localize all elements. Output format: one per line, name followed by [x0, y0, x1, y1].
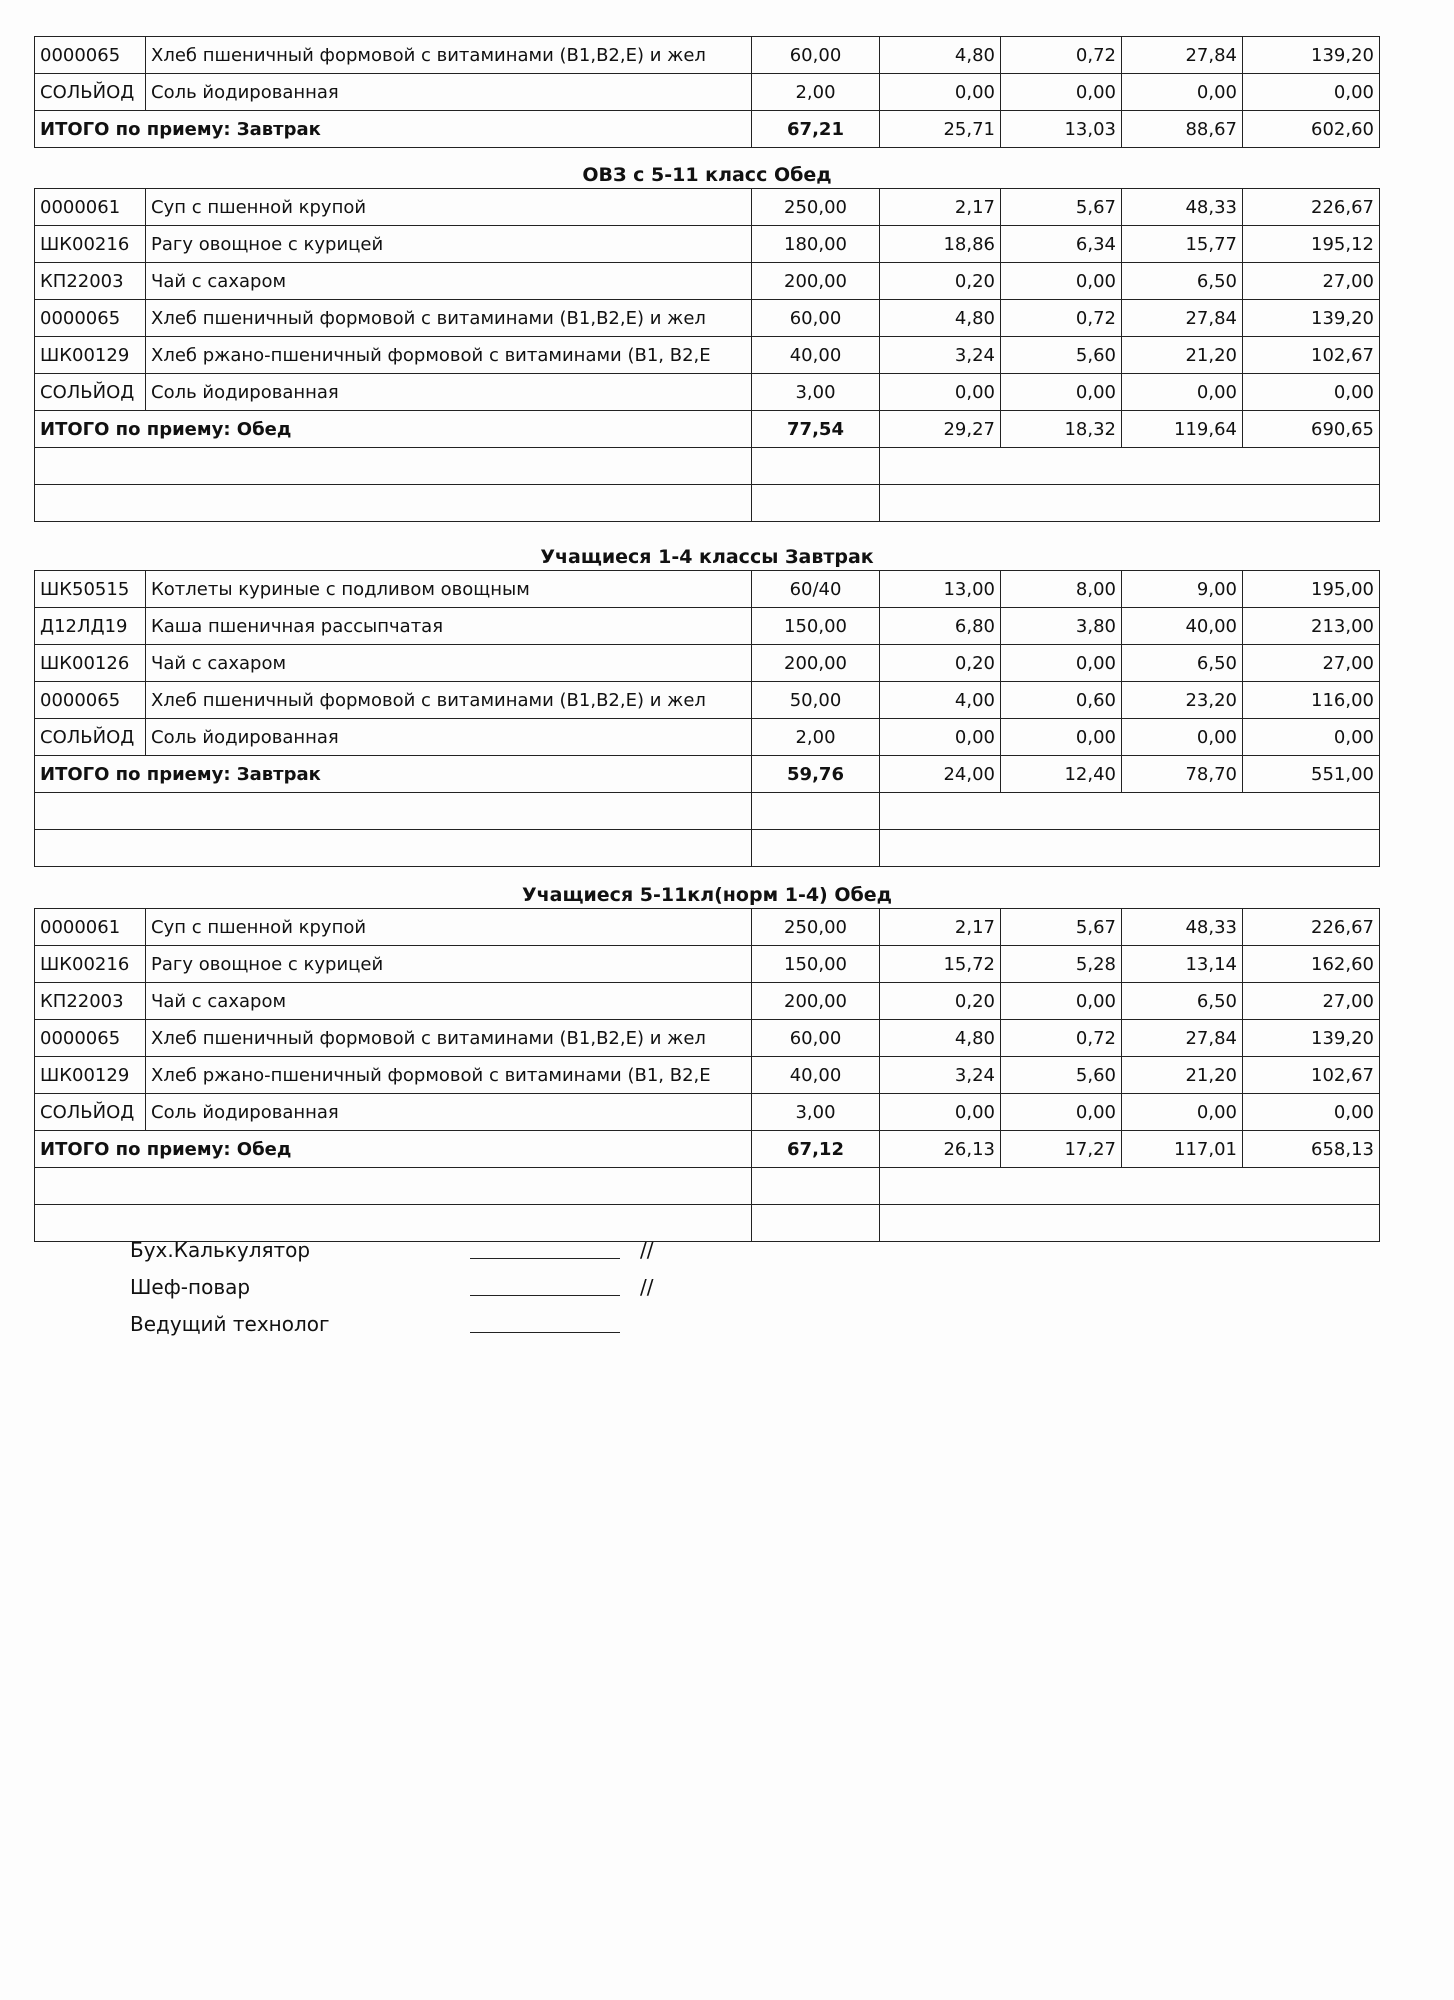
empty-row [35, 1168, 1380, 1205]
dish-value: 0,00 [1001, 374, 1122, 411]
dish-weight: 150,00 [752, 608, 880, 645]
dish-value: 4,80 [880, 300, 1001, 337]
dish-name: Хлеб ржано-пшеничный формовой с витаминами (В1, В2,Е [146, 1057, 752, 1094]
dish-code: ШК00216 [35, 946, 146, 983]
dish-value: 162,60 [1243, 946, 1380, 983]
dish-name: Соль йодированная [146, 374, 752, 411]
dish-value: 0,20 [880, 645, 1001, 682]
dish-value: 23,20 [1122, 682, 1243, 719]
dish-code: ШК00216 [35, 226, 146, 263]
dish-code: СОЛЬЙОД [35, 719, 146, 756]
dish-value: 2,17 [880, 189, 1001, 226]
dish-value: 6,34 [1001, 226, 1122, 263]
dish-value: 9,00 [1122, 571, 1243, 608]
dish-value: 116,00 [1243, 682, 1380, 719]
empty-cell [35, 1168, 752, 1205]
total-label: ИТОГО по приему: Завтрак [35, 756, 752, 793]
dish-value: 5,28 [1001, 946, 1122, 983]
signature-blank [470, 1295, 620, 1296]
total-value: 13,03 [1001, 111, 1122, 148]
table-row [35, 37, 1380, 74]
dish-code: ШК50515 [35, 571, 146, 608]
dish-code: 0000061 [35, 189, 146, 226]
dish-value: 18,86 [880, 226, 1001, 263]
empty-cell [880, 830, 1380, 867]
dish-value: 5,67 [1001, 189, 1122, 226]
total-value: 78,70 [1122, 756, 1243, 793]
table-row [35, 1057, 1380, 1094]
total-value: 29,27 [880, 411, 1001, 448]
dish-code: Д12ЛД19 [35, 608, 146, 645]
menu-table [34, 36, 1380, 148]
dish-weight: 200,00 [752, 263, 880, 300]
dish-code: ШК00126 [35, 645, 146, 682]
dish-weight: 60/40 [752, 571, 880, 608]
dish-value: 21,20 [1122, 1057, 1243, 1094]
dish-weight: 150,00 [752, 946, 880, 983]
total-value: 658,13 [1243, 1131, 1380, 1168]
total-weight: 59,76 [752, 756, 880, 793]
table-row [35, 226, 1380, 263]
dish-code: 0000065 [35, 300, 146, 337]
empty-cell [35, 830, 752, 867]
dish-value: 48,33 [1122, 189, 1243, 226]
empty-cell [35, 485, 752, 522]
dish-value: 3,80 [1001, 608, 1122, 645]
dish-value: 6,50 [1122, 645, 1243, 682]
dish-code: 0000065 [35, 1020, 146, 1057]
dish-weight: 60,00 [752, 1020, 880, 1057]
table-row [35, 946, 1380, 983]
empty-row [35, 485, 1380, 522]
signature-mark: // [640, 1238, 654, 1262]
signature-role: Бух.Калькулятор [130, 1238, 311, 1262]
table-row [35, 571, 1380, 608]
dish-weight: 2,00 [752, 74, 880, 111]
total-row [35, 756, 1380, 793]
empty-cell [880, 1168, 1380, 1205]
dish-value: 0,00 [1122, 719, 1243, 756]
dish-name: Суп с пшенной крупой [146, 189, 752, 226]
dish-name: Чай с сахаром [146, 983, 752, 1020]
dish-name: Чай с сахаром [146, 645, 752, 682]
dish-code: 0000065 [35, 682, 146, 719]
dish-value: 4,00 [880, 682, 1001, 719]
dish-name: Соль йодированная [146, 719, 752, 756]
dish-name: Хлеб пшеничный формовой с витаминами (В1,В2,Е) и жел [146, 682, 752, 719]
dish-value: 5,67 [1001, 909, 1122, 946]
total-value: 12,40 [1001, 756, 1122, 793]
dish-value: 3,24 [880, 1057, 1001, 1094]
total-value: 551,00 [1243, 756, 1380, 793]
dish-value: 15,72 [880, 946, 1001, 983]
dish-value: 0,00 [1243, 1094, 1380, 1131]
total-row [35, 111, 1380, 148]
table-row [35, 983, 1380, 1020]
empty-row [35, 830, 1380, 867]
dish-value: 0,00 [1122, 1094, 1243, 1131]
dish-value: 6,50 [1122, 983, 1243, 1020]
empty-row [35, 1205, 1380, 1242]
dish-code: ШК00129 [35, 337, 146, 374]
dish-name: Хлеб ржано-пшеничный формовой с витаминами (В1, В2,Е [146, 337, 752, 374]
dish-value: 13,14 [1122, 946, 1243, 983]
menu-table [34, 188, 1380, 522]
dish-weight: 40,00 [752, 337, 880, 374]
dish-code: СОЛЬЙОД [35, 1094, 146, 1131]
total-row [35, 411, 1380, 448]
signature-line [130, 1238, 654, 1262]
total-value: 17,27 [1001, 1131, 1122, 1168]
dish-name: Котлеты куриные с подливом овощным [146, 571, 752, 608]
section-title: Учащиеся 1-4 классы Завтрак [540, 546, 874, 568]
dish-value: 0,00 [1243, 374, 1380, 411]
signature-line [130, 1312, 330, 1336]
dish-value: 3,24 [880, 337, 1001, 374]
dish-code: СОЛЬЙОД [35, 374, 146, 411]
dish-value: 0,00 [1001, 983, 1122, 1020]
dish-value: 27,84 [1122, 1020, 1243, 1057]
empty-cell [35, 448, 752, 485]
dish-value: 0,00 [1243, 719, 1380, 756]
dish-value: 195,12 [1243, 226, 1380, 263]
dish-value: 27,84 [1122, 37, 1243, 74]
dish-weight: 60,00 [752, 300, 880, 337]
table-row [35, 189, 1380, 226]
dish-value: 139,20 [1243, 1020, 1380, 1057]
total-row [35, 1131, 1380, 1168]
dish-weight: 200,00 [752, 983, 880, 1020]
dish-value: 139,20 [1243, 300, 1380, 337]
menu-section [34, 884, 1380, 1242]
total-weight: 67,12 [752, 1131, 880, 1168]
dish-value: 6,80 [880, 608, 1001, 645]
dish-weight: 250,00 [752, 909, 880, 946]
dish-weight: 200,00 [752, 645, 880, 682]
dish-value: 27,00 [1243, 263, 1380, 300]
table-row [35, 682, 1380, 719]
dish-value: 0,00 [1001, 74, 1122, 111]
dish-value: 226,67 [1243, 189, 1380, 226]
dish-value: 139,20 [1243, 37, 1380, 74]
total-value: 26,13 [880, 1131, 1001, 1168]
table-row [35, 374, 1380, 411]
table-row [35, 1020, 1380, 1057]
dish-name: Хлеб пшеничный формовой с витаминами (В1,В2,Е) и жел [146, 37, 752, 74]
total-value: 119,64 [1122, 411, 1243, 448]
empty-cell [752, 448, 880, 485]
dish-value: 0,00 [1122, 374, 1243, 411]
dish-value: 0,20 [880, 263, 1001, 300]
dish-value: 102,67 [1243, 1057, 1380, 1094]
dish-weight: 250,00 [752, 189, 880, 226]
dish-value: 0,20 [880, 983, 1001, 1020]
signature-blank [470, 1258, 620, 1259]
empty-cell [752, 793, 880, 830]
dish-value: 4,80 [880, 1020, 1001, 1057]
dish-value: 40,00 [1122, 608, 1243, 645]
dish-code: КП22003 [35, 983, 146, 1020]
dish-value: 5,60 [1001, 337, 1122, 374]
empty-row [35, 448, 1380, 485]
dish-value: 48,33 [1122, 909, 1243, 946]
section-title: Учащиеся 5-11кл(норм 1-4) Обед [521, 884, 893, 906]
dish-weight: 60,00 [752, 37, 880, 74]
empty-cell [35, 793, 752, 830]
menu-table [34, 908, 1380, 1242]
menu-section [34, 546, 1380, 867]
table-row [35, 608, 1380, 645]
dish-value: 195,00 [1243, 571, 1380, 608]
total-value: 18,32 [1001, 411, 1122, 448]
dish-weight: 2,00 [752, 719, 880, 756]
menu-section [34, 164, 1380, 522]
dish-value: 213,00 [1243, 608, 1380, 645]
empty-cell [752, 1205, 880, 1242]
dish-name: Рагу овощное с курицей [146, 946, 752, 983]
dish-weight: 50,00 [752, 682, 880, 719]
total-label: ИТОГО по приему: Обед [35, 411, 752, 448]
dish-value: 0,72 [1001, 37, 1122, 74]
dish-value: 27,00 [1243, 645, 1380, 682]
total-weight: 77,54 [752, 411, 880, 448]
dish-value: 102,67 [1243, 337, 1380, 374]
signature-line [130, 1275, 654, 1299]
dish-value: 5,60 [1001, 1057, 1122, 1094]
empty-cell [880, 793, 1380, 830]
dish-value: 6,50 [1122, 263, 1243, 300]
table-row [35, 645, 1380, 682]
dish-value: 15,77 [1122, 226, 1243, 263]
total-value: 88,67 [1122, 111, 1243, 148]
dish-name: Рагу овощное с курицей [146, 226, 752, 263]
total-value: 690,65 [1243, 411, 1380, 448]
total-value: 602,60 [1243, 111, 1380, 148]
empty-cell [752, 830, 880, 867]
empty-cell [880, 485, 1380, 522]
dish-value: 27,84 [1122, 300, 1243, 337]
table-row [35, 1094, 1380, 1131]
dish-value: 8,00 [1001, 571, 1122, 608]
dish-code: 0000065 [35, 37, 146, 74]
dish-value: 21,20 [1122, 337, 1243, 374]
dish-value: 2,17 [880, 909, 1001, 946]
total-weight: 67,21 [752, 111, 880, 148]
signature-role: Шеф-повар [130, 1275, 251, 1299]
empty-cell [880, 448, 1380, 485]
dish-code: 0000061 [35, 909, 146, 946]
dish-value: 0,00 [880, 719, 1001, 756]
dish-value: 0,72 [1001, 1020, 1122, 1057]
signature-blank [470, 1332, 620, 1333]
total-value: 25,71 [880, 111, 1001, 148]
dish-value: 0,00 [1001, 645, 1122, 682]
signature-role: Ведущий технолог [130, 1312, 330, 1336]
empty-cell [752, 1168, 880, 1205]
table-row [35, 909, 1380, 946]
dish-code: СОЛЬЙОД [35, 74, 146, 111]
dish-value: 0,00 [880, 1094, 1001, 1131]
dish-value: 0,00 [1001, 263, 1122, 300]
dish-value: 0,00 [1001, 719, 1122, 756]
empty-cell [880, 1205, 1380, 1242]
dish-value: 27,00 [1243, 983, 1380, 1020]
dish-name: Соль йодированная [146, 1094, 752, 1131]
dish-weight: 3,00 [752, 374, 880, 411]
empty-cell [752, 485, 880, 522]
total-value: 24,00 [880, 756, 1001, 793]
dish-name: Хлеб пшеничный формовой с витаминами (В1,В2,Е) и жел [146, 300, 752, 337]
section-title: ОВЗ с 5-11 класс Обед [582, 164, 832, 186]
dish-value: 0,00 [1122, 74, 1243, 111]
table-row [35, 74, 1380, 111]
dish-value: 0,60 [1001, 682, 1122, 719]
dish-value: 0,00 [1001, 1094, 1122, 1131]
dish-name: Суп с пшенной крупой [146, 909, 752, 946]
dish-name: Чай с сахаром [146, 263, 752, 300]
dish-value: 0,00 [880, 374, 1001, 411]
table-row [35, 263, 1380, 300]
empty-row [35, 793, 1380, 830]
menu-table [34, 570, 1380, 867]
dish-value: 0,00 [880, 74, 1001, 111]
dish-weight: 40,00 [752, 1057, 880, 1094]
dish-name: Каша пшеничная рассыпчатая [146, 608, 752, 645]
dish-code: ШК00129 [35, 1057, 146, 1094]
menu-section [34, 36, 1380, 148]
dish-name: Соль йодированная [146, 74, 752, 111]
total-value: 117,01 [1122, 1131, 1243, 1168]
dish-value: 226,67 [1243, 909, 1380, 946]
dish-value: 4,80 [880, 37, 1001, 74]
dish-value: 0,72 [1001, 300, 1122, 337]
table-row [35, 337, 1380, 374]
empty-cell [35, 1205, 752, 1242]
dish-value: 0,00 [1243, 74, 1380, 111]
signature-mark: // [640, 1275, 654, 1299]
dish-code: КП22003 [35, 263, 146, 300]
table-row [35, 719, 1380, 756]
total-label: ИТОГО по приему: Завтрак [35, 111, 752, 148]
dish-weight: 3,00 [752, 1094, 880, 1131]
total-label: ИТОГО по приему: Обед [35, 1131, 752, 1168]
table-row [35, 300, 1380, 337]
dish-value: 13,00 [880, 571, 1001, 608]
dish-weight: 180,00 [752, 226, 880, 263]
dish-name: Хлеб пшеничный формовой с витаминами (В1,В2,Е) и жел [146, 1020, 752, 1057]
